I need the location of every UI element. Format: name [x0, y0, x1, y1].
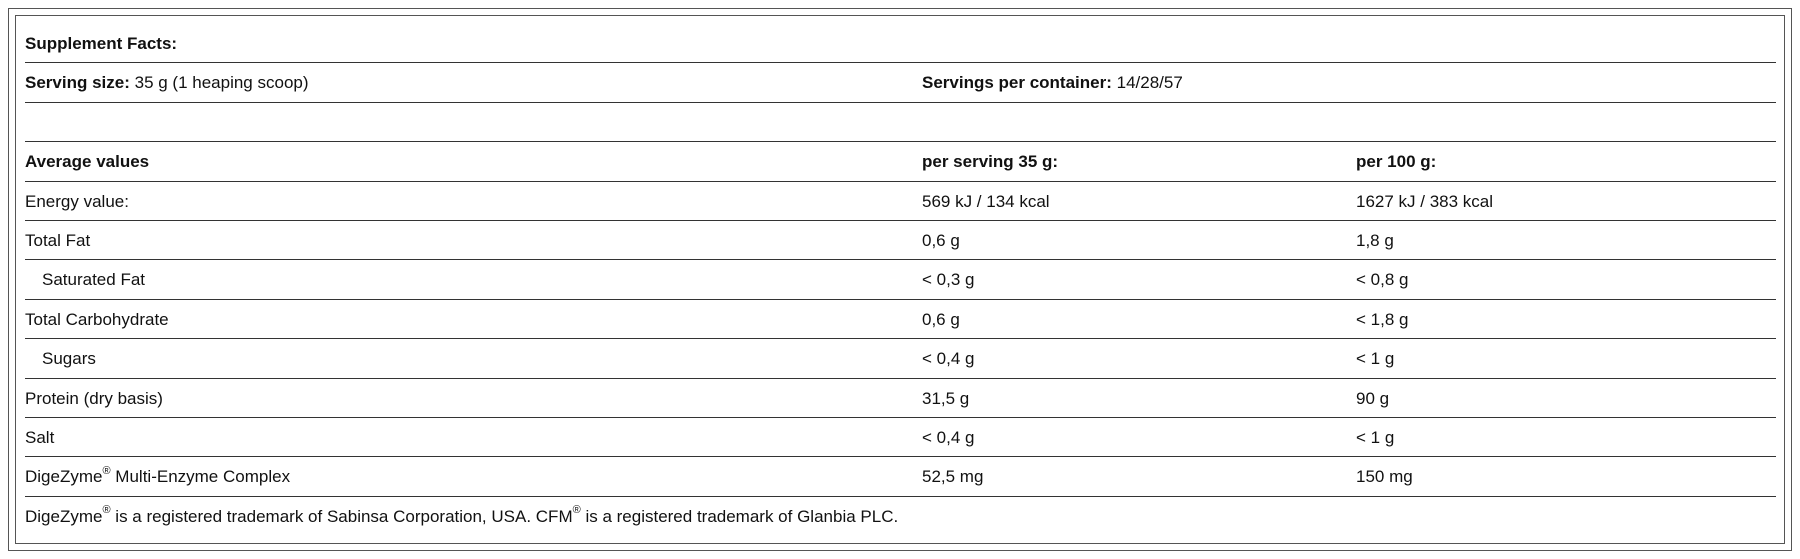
- registered-mark: ®: [102, 464, 111, 477]
- footnote-part-1: DigeZyme: [25, 506, 103, 526]
- nutrient-name: Total Fat: [25, 230, 91, 250]
- per-serving-value: 0,6 g: [922, 230, 960, 250]
- per-100g-value: < 1,8 g: [1356, 309, 1409, 329]
- nutrient-name: Energy value:: [25, 191, 129, 211]
- title-row: [25, 24, 1776, 63]
- table-row: [25, 260, 1776, 299]
- table-header-row: [25, 142, 1776, 181]
- per-100g-value: < 0,8 g: [1356, 270, 1409, 290]
- nutrient-name: Saturated Fat: [42, 270, 146, 290]
- registered-mark: ®: [102, 504, 111, 517]
- footnote-part-2: is a registered trademark of Sabinsa Corporation, USA. CFM: [110, 506, 573, 526]
- per-100g-value: < 1 g: [1356, 349, 1395, 369]
- serving-size-label: Serving size:: [25, 73, 130, 93]
- per-100g-value: 90 g: [1356, 388, 1390, 408]
- nutrient-name-rest: Multi-Enzyme Complex: [110, 467, 291, 487]
- per-serving-value: 569 kJ / 134 kcal: [922, 191, 1050, 211]
- trademark-footnote: [25, 497, 898, 536]
- serving-row: [25, 63, 1776, 102]
- servings-per-container-value: 14/28/57: [1116, 73, 1183, 93]
- per-serving-value: 52,5 mg: [922, 467, 984, 487]
- footnote-part-3: is a registered trademark of Glanbia PLC.: [580, 506, 899, 526]
- serving-size: [25, 63, 309, 102]
- nutrient-name: Protein (dry basis): [25, 388, 163, 408]
- table-row: [25, 418, 1776, 457]
- per-serving-value: 0,6 g: [922, 309, 960, 329]
- spacer-row: [25, 103, 1776, 142]
- servings-per-container: [922, 63, 1183, 102]
- nutrient-name: Total Carbohydrate: [25, 309, 169, 329]
- servings-per-container-label: Servings per container:: [922, 73, 1112, 93]
- table-row: [25, 182, 1776, 221]
- registered-mark: ®: [572, 504, 581, 517]
- table-row: [25, 457, 1776, 496]
- per-serving-value: < 0,4 g: [922, 349, 975, 369]
- per-100g-value: < 1 g: [1356, 427, 1395, 447]
- per-100g-value: 150 mg: [1356, 467, 1413, 487]
- header-per-100g: per 100 g:: [1356, 152, 1437, 172]
- per-serving-value: 31,5 g: [922, 388, 970, 408]
- panel-title: Supplement Facts:: [25, 34, 178, 53]
- table-row: [25, 379, 1776, 418]
- table-row: [25, 300, 1776, 339]
- header-average-values: Average values: [25, 152, 150, 172]
- nutrient-name: Salt: [25, 427, 55, 447]
- nutrient-name: Sugars: [42, 349, 96, 369]
- per-100g-value: 1,8 g: [1356, 230, 1394, 250]
- nutrient-name-brand: DigeZyme: [25, 467, 103, 487]
- per-100g-value: 1627 kJ / 383 kcal: [1356, 191, 1494, 211]
- header-per-serving: per serving 35 g:: [922, 152, 1059, 172]
- serving-size-value: 35 g (1 heaping scoop): [134, 73, 309, 93]
- footnote-row: [25, 497, 1776, 536]
- per-serving-value: < 0,4 g: [922, 427, 975, 447]
- per-serving-value: < 0,3 g: [922, 270, 975, 290]
- table-row: [25, 221, 1776, 260]
- table-row: [25, 339, 1776, 378]
- supplement-facts-panel: [25, 24, 1776, 536]
- nutrient-name: [25, 457, 290, 496]
